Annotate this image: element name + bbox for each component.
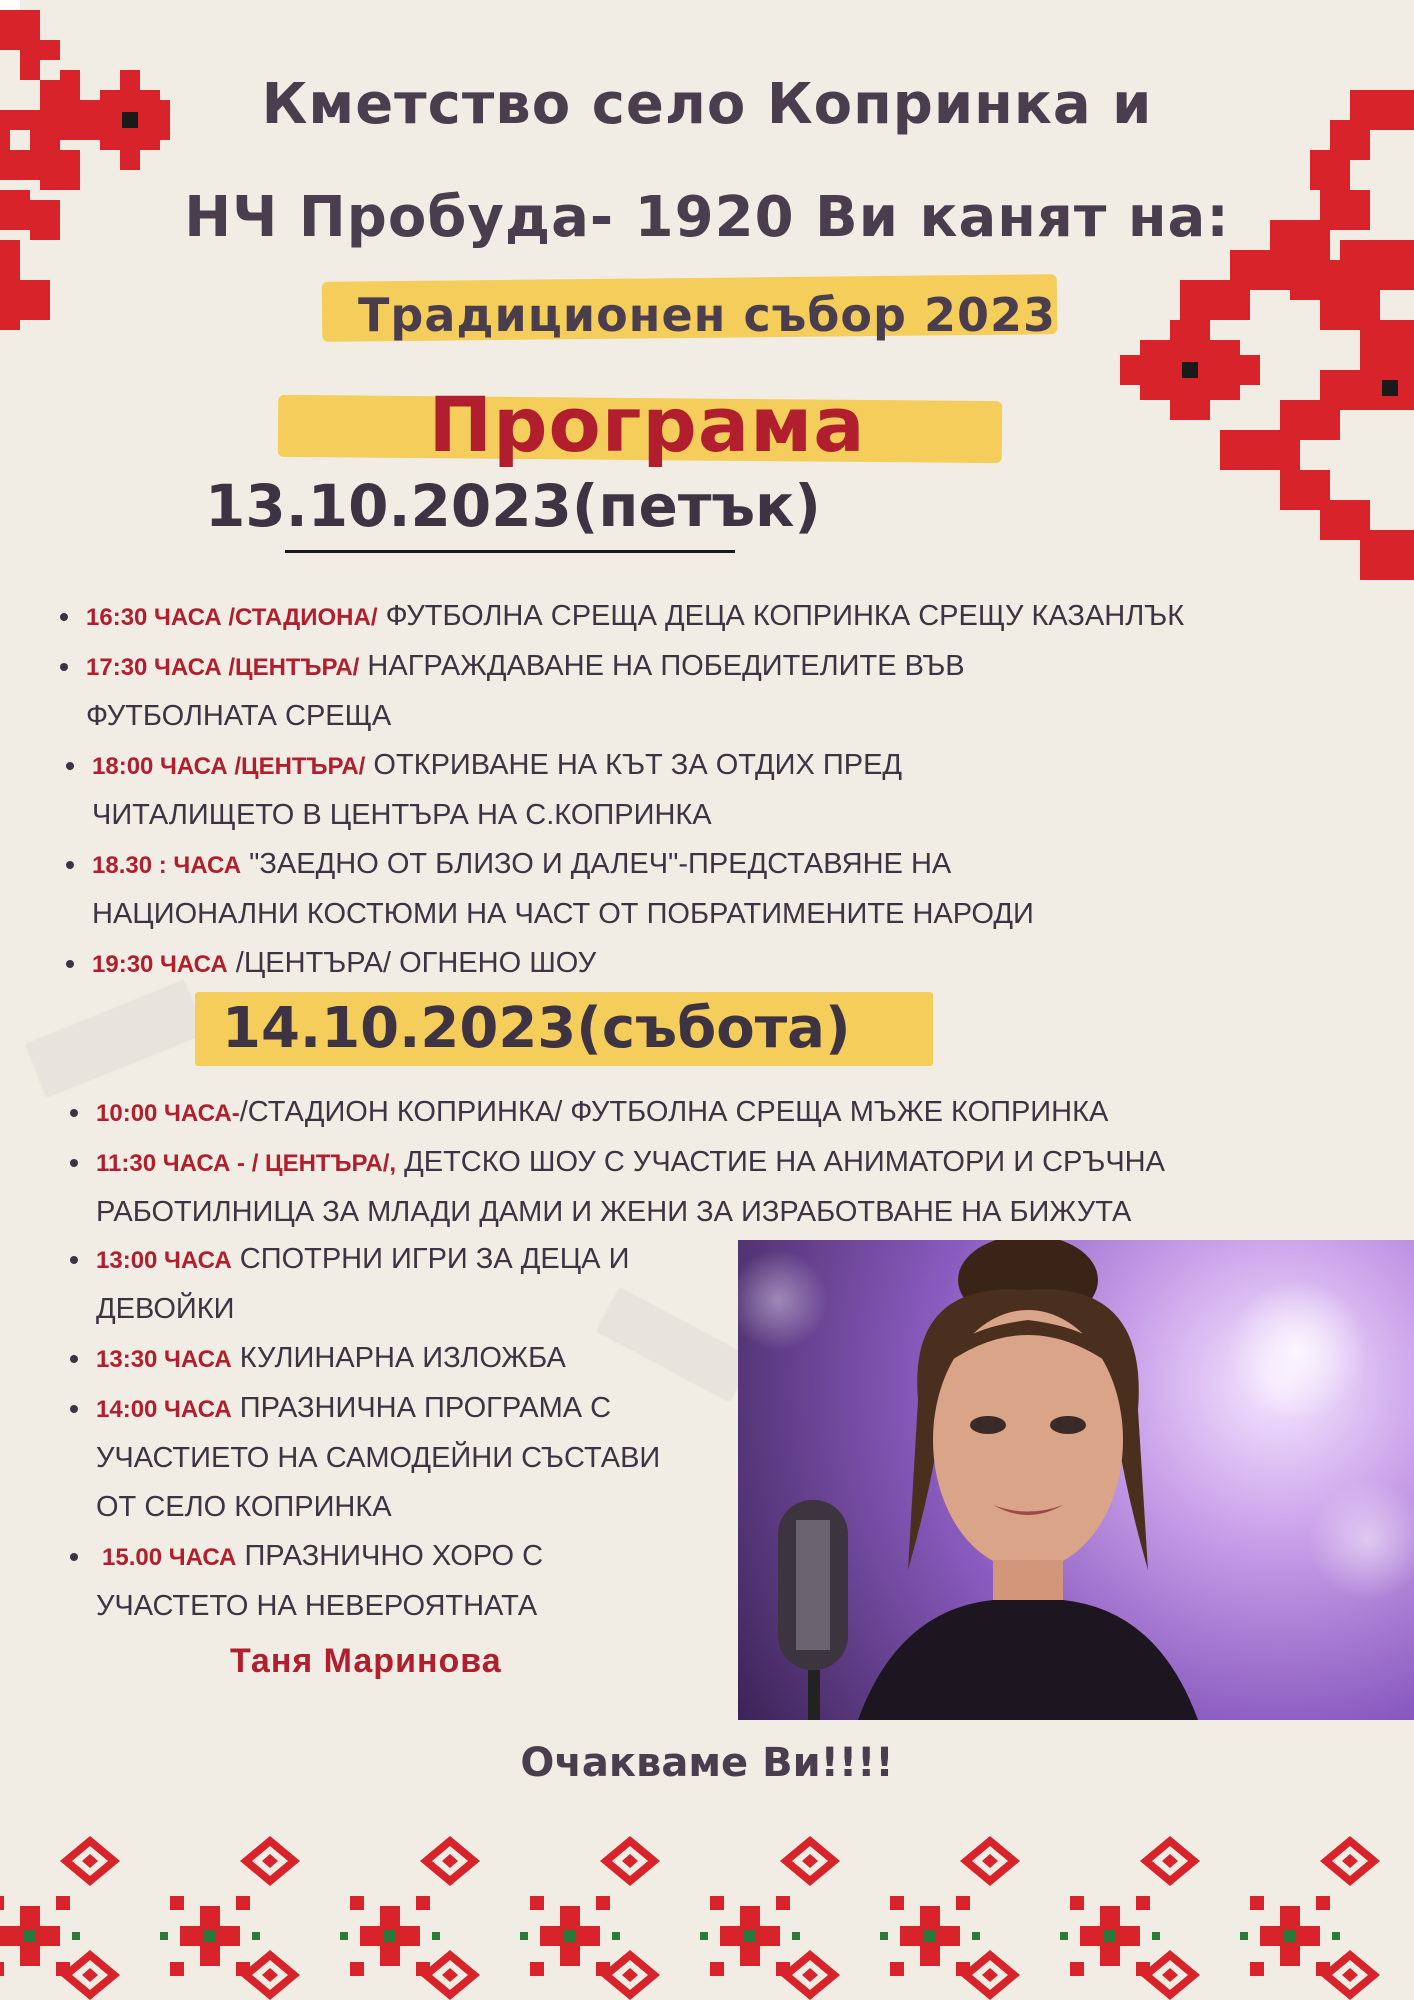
- day1-program-list: [58, 592, 1348, 989]
- closing-message: Очакваме Ви!!!!: [520, 1740, 894, 1786]
- item-text: ОТКРИВАНЕ НА КЪТ ЗА ОТДИХ ПРЕД ЧИТАЛИЩЕТО В ЦЕНТЪРА НА С.КОПРИНКА: [92, 749, 903, 831]
- program-title: Програма: [428, 380, 866, 469]
- day1-date-underline: [285, 550, 735, 553]
- embroidery-ornament-top-right: [1120, 90, 1414, 630]
- list-item: [58, 642, 1348, 741]
- item-text: "ЗАЕДНО ОТ БЛИЗО И ДАЛЕЧ"-ПРЕДСТАВЯНЕ НА НАЦИОНАЛНИ КОСТЮМИ НА ЧАСТ ОТ ПОБРАТИМЕНИТЕ НАРОДИ: [92, 848, 1034, 930]
- item-time: 14:00 ЧАСА: [96, 1396, 232, 1423]
- item-text: КУЛИНАРНА ИЗЛОЖБА: [239, 1342, 566, 1374]
- item-time: 11:30 ЧАСА - / ЦЕНТЪРА/,: [96, 1150, 397, 1177]
- embroidery-border-bottom: [0, 1826, 1414, 2000]
- organizer-line-1: Кметство село Копринка и: [261, 72, 1153, 137]
- list-item: [68, 1235, 708, 1334]
- item-text: ФУТБОЛНА СРЕЩА ДЕЦА КОПРИНКА СРЕЩУ КАЗАНЛЪК: [385, 600, 1185, 632]
- list-item: [68, 1088, 1358, 1138]
- item-text: НАГРАЖДАВАНЕ НА ПОБЕДИТЕЛИТЕ ВЪВ ФУТБОЛНАТА СРЕЩА: [86, 650, 965, 732]
- item-time: 13:00 ЧАСА: [96, 1247, 232, 1274]
- item-time: 17:30 ЧАСА /ЦЕНТЪРА/: [86, 654, 360, 681]
- item-time: 18:00 ЧАСА /ЦЕНТЪРА/: [92, 753, 366, 780]
- day2-program-list-bottom: [68, 1235, 708, 1631]
- day1-date: 13.10.2023(петък): [205, 472, 821, 540]
- item-text: ПРАЗНИЧНО ХОРО С УЧАСТЕТО НА НЕВЕРОЯТНАТА: [96, 1540, 544, 1622]
- day2-date: 14.10.2023(събота): [222, 996, 851, 1061]
- performer-photo: [738, 1240, 1414, 1720]
- organizer-line-2: НЧ Пробуда- 1920 Ви канят на:: [184, 185, 1230, 250]
- item-text: /СТАДИОН КОПРИНКА/ ФУТБОЛНА СРЕЩА МЪЖЕ КОПРИНКА: [239, 1096, 1109, 1128]
- list-item: [64, 840, 1348, 939]
- day2-program-list-top: [68, 1088, 1358, 1237]
- item-time: 18.30 : ЧАСА: [92, 852, 242, 879]
- item-time: 15.00 ЧАСА: [102, 1544, 237, 1571]
- item-time: 13:30 ЧАСА: [96, 1346, 232, 1373]
- tape-decoration: [26, 980, 205, 1096]
- item-time: 19:30 ЧАСА: [92, 951, 228, 978]
- item-text: /ЦЕНТЪРА/ ОГНЕНО ШОУ: [235, 947, 597, 979]
- list-item: [68, 1384, 708, 1532]
- list-item: [58, 592, 1348, 642]
- guest-performer-name: Таня Маринова: [230, 1642, 502, 1680]
- item-text: СПОТРНИ ИГРИ ЗА ДЕЦА И ДЕВОЙКИ: [96, 1243, 630, 1325]
- item-time: 10:00 ЧАСА-: [96, 1100, 240, 1127]
- item-text: ПРАЗНИЧНА ПРОГРАМА С УЧАСТИЕТО НА САМОДЕЙНИ СЪСТАВИ ОТ СЕЛО КОПРИНКА: [96, 1392, 661, 1523]
- list-item: [64, 741, 1348, 840]
- item-text: ДЕТСКО ШОУ С УЧАСТИЕ НА АНИМАТОРИ И СРЪЧНА РАБОТИЛНИЦА ЗА МЛАДИ ДАМИ И ЖЕНИ ЗА ИЗРАБОТВАНЕ НА БИЖУТА: [96, 1146, 1165, 1228]
- list-item: [68, 1138, 1358, 1237]
- list-item: [64, 939, 1348, 989]
- event-title: Традиционен събор 2023: [358, 288, 1056, 342]
- item-time: 16:30 ЧАСА /СТАДИОНА/: [86, 604, 378, 631]
- list-item: [68, 1334, 708, 1384]
- list-item: [68, 1532, 708, 1631]
